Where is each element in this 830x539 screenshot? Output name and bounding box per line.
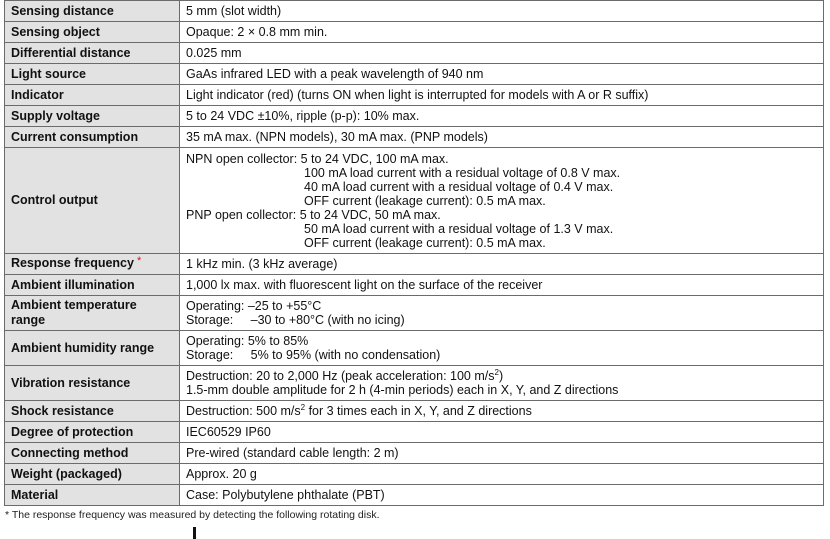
spec-value-line: 5 mm (slot width) xyxy=(186,4,282,18)
spec-value-line: Destruction: 20 to 2,000 Hz (peak acceleration: 100 $m/s^2$) xyxy=(186,367,504,383)
spec-label: Vibration resistance xyxy=(11,375,131,390)
spec-value-cell xyxy=(180,331,824,366)
spec-label: Response frequency xyxy=(11,256,134,270)
table-row xyxy=(5,296,824,331)
spec-value-line: PNP open collector: 5 to 24 VDC, 50 mA max. xyxy=(186,207,441,222)
spec-value-line: 50 mA load current with a residual voltage of 1.3 V max. xyxy=(304,221,614,236)
spec-value-line: Storage: –30 to +80°C (with no icing) xyxy=(186,313,405,327)
spec-label-cell xyxy=(5,148,180,254)
table-row xyxy=(5,401,824,422)
spec-label-cell xyxy=(5,43,180,64)
bottom-mark xyxy=(193,527,196,539)
table-row xyxy=(5,422,824,443)
table-row xyxy=(5,85,824,106)
spec-value-cell xyxy=(180,401,824,422)
spec-value-line: 5 to 24 VDC ±10%, ripple (p-p): 10% max. xyxy=(186,109,420,123)
spec-value-cell xyxy=(180,22,824,43)
specifications-table xyxy=(4,0,824,506)
table-row xyxy=(5,443,824,464)
spec-label-cell xyxy=(5,366,180,401)
spec-value-line: Opaque: 2 × 0.8 mm min. xyxy=(186,25,328,39)
spec-value-line: IEC60529 IP60 xyxy=(186,425,271,439)
spec-value-cell xyxy=(180,85,824,106)
spec-label: Differential distance xyxy=(11,45,131,60)
spec-value-cell xyxy=(180,443,824,464)
spec-value-line: Case: Polybutylene phthalate (PBT) xyxy=(186,488,385,502)
spec-label: Connecting method xyxy=(11,445,129,460)
spec-value-line: GaAs infrared LED with a peak wavelength of 940 nm xyxy=(186,67,484,81)
spec-value-cell xyxy=(180,148,824,254)
spec-value-line: 35 mA max. (NPN models), 30 mA max. (PNP models) xyxy=(186,130,488,144)
table-row xyxy=(5,64,824,85)
table-row xyxy=(5,1,824,22)
spec-value-cell xyxy=(180,275,824,296)
spec-value-cell xyxy=(180,43,824,64)
spec-value-line: Light indicator (red) (turns ON when light is interrupted for models with A or R suffix) xyxy=(186,88,649,102)
spec-value-line: Operating: 5% to 85% xyxy=(186,334,309,348)
spec-value-line: Storage: 5% to 95% (with no condensation) xyxy=(186,348,441,362)
table-row xyxy=(5,485,824,506)
spec-label-cell xyxy=(5,485,180,506)
spec-value-cell xyxy=(180,106,824,127)
spec-value-line: OFF current (leakage current): 0.5 mA max. xyxy=(304,193,546,208)
table-row xyxy=(5,22,824,43)
spec-label-cell xyxy=(5,127,180,148)
spec-label-cell xyxy=(5,331,180,366)
spec-label: Light source xyxy=(11,66,87,81)
spec-label-cell xyxy=(5,422,180,443)
spec-label-cell xyxy=(5,275,180,296)
spec-label: Ambient illumination xyxy=(11,277,135,292)
spec-label-cell xyxy=(5,64,180,85)
spec-label: Sensing object xyxy=(11,24,100,39)
table-row xyxy=(5,254,824,275)
spec-label-cell xyxy=(5,22,180,43)
spec-value-cell xyxy=(180,1,824,22)
table-row xyxy=(5,275,824,296)
spec-value-line: 100 mA load current with a residual voltage of 0.8 V max. xyxy=(304,165,621,180)
spec-value-line: Pre-wired (standard cable length: 2 m) xyxy=(186,446,399,460)
footnote-asterisk: * xyxy=(136,255,142,267)
spec-value-cell xyxy=(180,296,824,331)
spec-value-line: Operating: –25 to +55°C xyxy=(186,299,322,313)
spec-label: Shock resistance xyxy=(11,403,114,418)
table-row xyxy=(5,43,824,64)
spec-value-cell xyxy=(180,422,824,443)
spec-label-cell xyxy=(5,254,180,275)
spec-value-line: OFF current (leakage current): 0.5 mA max. xyxy=(304,235,546,250)
table-row xyxy=(5,366,824,401)
spec-value-cell xyxy=(180,64,824,85)
spec-label-cell xyxy=(5,443,180,464)
spec-label-cell xyxy=(5,1,180,22)
spec-value-line: Destruction: 500 $m/s^2$ for 3 times each in X, Y, and Z directions xyxy=(186,402,532,418)
spec-value-line: 1,000 lx max. with fluorescent light on the surface of the receiver xyxy=(186,278,543,292)
spec-label: Ambient humidity range xyxy=(11,340,155,355)
spec-value-line: NPN open collector: 5 to 24 VDC, 100 mA max. xyxy=(186,151,449,166)
spec-label: Degree of protection xyxy=(11,424,134,439)
spec-label-cell xyxy=(5,464,180,485)
spec-value-line: 40 mA load current with a residual voltage of 0.4 V max. xyxy=(304,179,614,194)
table-row xyxy=(5,106,824,127)
footnote: * The response frequency was measured by detecting the following rotating disk. xyxy=(5,509,380,521)
spec-value-line: 1 kHz min. (3 kHz average) xyxy=(186,257,338,271)
table-row xyxy=(5,127,824,148)
table-row xyxy=(5,148,824,254)
specifications-table-body xyxy=(5,1,824,506)
table-row xyxy=(5,331,824,366)
spec-label-cell xyxy=(5,85,180,106)
spec-value-cell xyxy=(180,366,824,401)
spec-label: Material xyxy=(11,487,59,502)
spec-label-cell xyxy=(5,401,180,422)
spec-label: Weight (packaged) xyxy=(11,466,122,481)
spec-value-cell xyxy=(180,485,824,506)
spec-label: Current consumption xyxy=(11,129,139,144)
spec-label: Control output xyxy=(11,193,98,207)
spec-label: Supply voltage xyxy=(11,108,100,123)
spec-label-cell xyxy=(5,296,180,331)
spec-label: Sensing distance xyxy=(11,3,114,18)
spec-value-cell xyxy=(180,464,824,485)
spec-value-cell xyxy=(180,127,824,148)
spec-value-line: 1.5-mm double amplitude for 2 h (4-min periods) each in X, Y, and Z directions xyxy=(186,383,619,397)
spec-value-cell xyxy=(180,254,824,275)
spec-label: Indicator xyxy=(11,87,64,102)
table-row xyxy=(5,464,824,485)
spec-label-cell xyxy=(5,106,180,127)
spec-value-line: Approx. 20 g xyxy=(186,467,257,481)
spec-label: Ambient temperature range xyxy=(11,298,137,327)
spec-value-line: 0.025 mm xyxy=(186,46,242,60)
